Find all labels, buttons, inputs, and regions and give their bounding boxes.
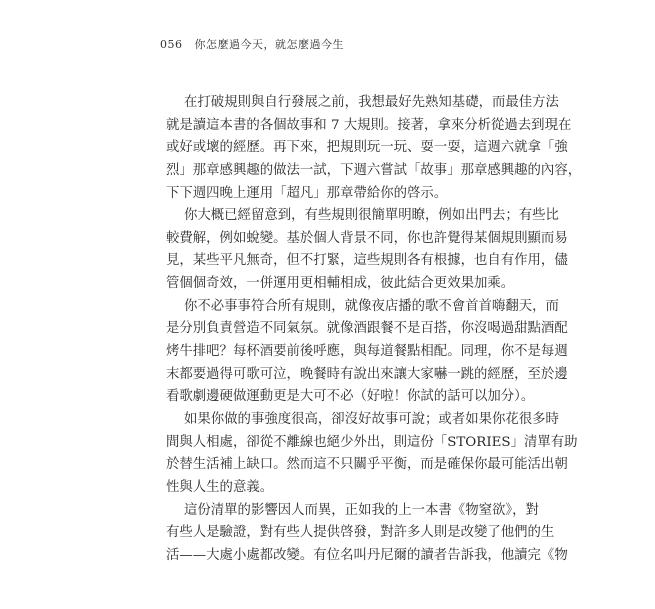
body-text: [166, 92, 582, 567]
paragraph-line: 在打破規則與自行發展之前，我想最好先熟知基礎，而最佳方法: [184, 95, 559, 110]
paragraph-line: 如果你做的事強度很高，卻沒好故事可說；或者如果你花很多時: [184, 411, 559, 427]
paragraph-line: 末都要過得可歌可泣，晚餐時有說出來讓大家嚇一跳的經歷，至於邊: [166, 366, 568, 382]
paragraph-line: 這份清單的影響因人而異，正如我的上一本書《物窒欲》，對: [184, 502, 539, 518]
paragraph-line: 或好或壞的經歷。再下來，把規則玩一玩、耍一耍，這週六就拿「強: [166, 140, 568, 156]
paragraph-line: 你不必事事符合所有規則，就像夜店播的歌不會首首嗨翻天，而: [184, 298, 559, 314]
paragraph-line: 是分別負責營造不同氣氛。就像酒跟餐不是百搭，你沒喝過甜點酒配: [166, 321, 568, 337]
paragraph-line: 間與人相處，卻從不離線也絕少外出，則這份「STORIES」清單有助: [166, 434, 578, 450]
paragraph-line: 就是讀這本書的各個故事和 7 大規則。接著，拿來分析從過去到現在: [166, 117, 572, 133]
paragraph-line: 有些人是驗證，對有些人提供啓發，對許多人則是改變了他們的生: [166, 525, 555, 541]
page-number: 056: [160, 38, 183, 51]
paragraph-line: 較費解，例如蛻變。基於個人背景不同，你也許覺得某個規則顯而易: [166, 230, 568, 246]
paragraph-line: 你大概已經留意到，有些規則很簡單明瞭，例如出門去；有些比: [184, 208, 559, 224]
running-title: 你怎麼過今天，就怎麼過今生: [194, 38, 344, 51]
paragraph-line: 見，某些平凡無奇，但不打緊，這些規則各有根據，也自有作用，儘: [166, 253, 568, 269]
paragraph-line: 看歌劇邊硬做運動更是大可不必（好啦！你試的話可以加分）。: [166, 389, 535, 405]
paragraph-line: 烈」那章感興趣的做法一試，下週六嘗試「故事」那章感興趣的內容，: [166, 162, 582, 178]
paragraph-line: 於替生活補上缺口。然而這不只關乎平衡，而是確保你最可能活出朝: [166, 457, 568, 473]
paragraph-line: 管個個奇效，一併運用更相輔相成，彼此結合更效果加乘。: [166, 276, 515, 292]
paragraph-line: 性與人生的意義。: [166, 479, 274, 495]
running-header: [160, 36, 344, 52]
paragraph-line: 烤牛排吧？每杯酒要前後呼應，與每道餐點相配。同理，你不是每週: [166, 344, 568, 360]
paragraph-line: 下下週四晚上運用「超凡」那章帶給你的啓示。: [166, 185, 448, 201]
paragraph-line: 活——大處小處都改變。有位名叫丹尼爾的讀者告訴我，他讀完《物: [166, 547, 568, 563]
